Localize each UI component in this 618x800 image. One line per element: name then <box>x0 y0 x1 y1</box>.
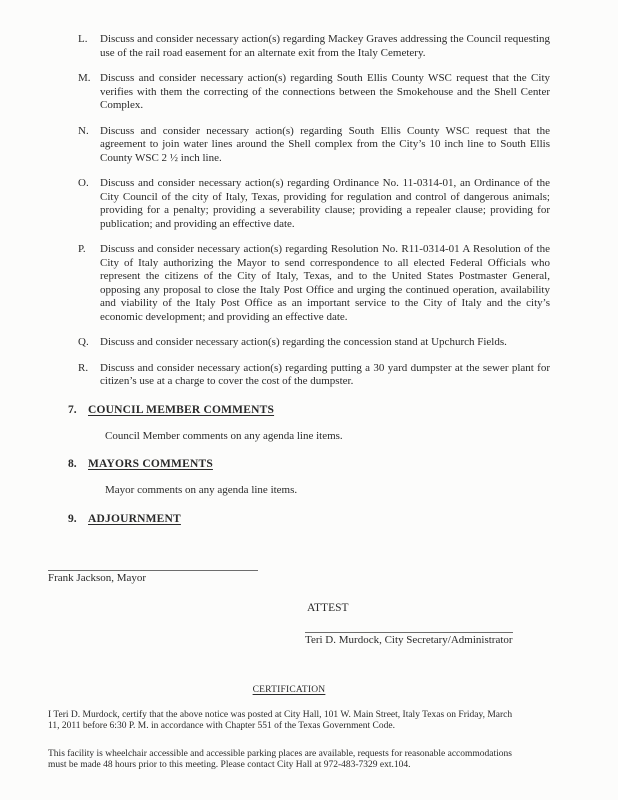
agenda-item-letter: O. <box>78 177 89 189</box>
mayor-signature-label: Frank Jackson, Mayor <box>48 571 147 584</box>
section-body: Mayor comments on any agenda line items. <box>105 484 298 496</box>
section-heading: MAYORS COMMENTS <box>88 458 213 470</box>
mayor-signature-block <box>48 570 258 586</box>
certification-heading: CERTIFICATION <box>252 684 326 695</box>
secretary-signature-block <box>305 632 513 648</box>
agenda-item-text: Discuss and consider necessary action(s) regarding South Ellis County WSC request that the agreement to join water lines around the Shell complex from the City’s 10 inch line to South Ellis County WSC 2 ½ inch line. <box>100 124 550 164</box>
agenda-item-text: Discuss and consider necessary action(s) regarding putting a 30 yard dumpster at the sewer plant for citizen’s use at a charge to cover the cost of the dumpster. <box>100 361 550 387</box>
agenda-item-text: Discuss and consider necessary action(s) regarding the concession stand at Upchurch Fields. <box>100 336 507 348</box>
agenda-item-Q <box>78 336 550 350</box>
agenda-item-N <box>78 125 550 166</box>
agenda-item-M <box>78 72 550 113</box>
agenda-item-text: Discuss and consider necessary action(s) regarding Ordinance No. 11-0314-01, an Ordinance of the City Council of the city of Italy, Texas, providing for regulation and control of dangerous animals; providing for a penalty; providing a severability clause; providing a repealer clause; providing for publication; and providing an effective date. <box>100 177 550 230</box>
agenda-item-text: Discuss and consider necessary action(s) regarding Mackey Graves addressing the Council requesting use of the rail road easement for an alternate exit from the Italy Cemetery. <box>100 33 550 59</box>
section-mayors-comments <box>48 457 550 498</box>
agenda-item-letter: L. <box>78 33 88 45</box>
section-number: 7. <box>68 403 77 416</box>
section-number: 9. <box>68 512 77 525</box>
section-adjournment <box>48 512 550 526</box>
section-body: Council Member comments on any agenda line items. <box>105 429 343 442</box>
agenda-item-letter: R. <box>78 361 89 374</box>
attest-label: ATTEST <box>307 602 349 614</box>
agenda-item-text: Discuss and consider necessary action(s) regarding South Ellis County WSC request that the City verifies with them the correcting of the connections between the Smokehouse and the Shell Center Complex. <box>100 72 550 111</box>
secretary-signature-label: Teri D. Murdock, City Secretary/Administrator <box>305 634 513 646</box>
section-heading: ADJOURNMENT <box>88 512 181 525</box>
agenda-item-O <box>78 177 550 231</box>
agenda-item-L <box>78 33 550 60</box>
agenda-item-text: Discuss and consider necessary action(s) regarding Resolution No. R11-0314-01 A Resolution of the City of Italy authorizing the Mayor to send correspondence to all elected Federal Officials who represent the citizens of the City of Italy, Texas, and to the United States Postmaster General, opposing any proposal to close the Italy Post Office and urging the continued operation, availability and viability of the Italy Post Office as an important service to the City of Italy and the city’s economic development; and providing an effective date. <box>100 243 550 323</box>
section-number: 8. <box>68 458 77 470</box>
agenda-item-letter: N. <box>78 124 89 137</box>
agenda-item-letter: P. <box>78 243 86 255</box>
agenda-item-R <box>78 362 550 389</box>
agenda-item-letter: M. <box>78 72 91 84</box>
agenda-item-letter: Q. <box>78 336 89 348</box>
section-council-member-comments <box>48 403 550 444</box>
section-heading: COUNCIL MEMBER COMMENTS <box>88 403 275 416</box>
certification-paragraph-2: This facility is wheelchair accessible and accessible parking places are available, requests for reasonable accommodations must be made 48 hours prior to this meeting. Please contact City Hall at 972-483-7329 ext.104. <box>48 748 512 770</box>
agenda-item-P <box>78 243 550 324</box>
certification-paragraph-1: I Teri D. Murdock, certify that the above notice was posted at City Hall, 101 W. Main Street, Italy Texas on Friday, March 11, 2011 before 6:30 P. M. in accordance with Chapter 551 of the Texas Government Code. <box>48 709 513 731</box>
